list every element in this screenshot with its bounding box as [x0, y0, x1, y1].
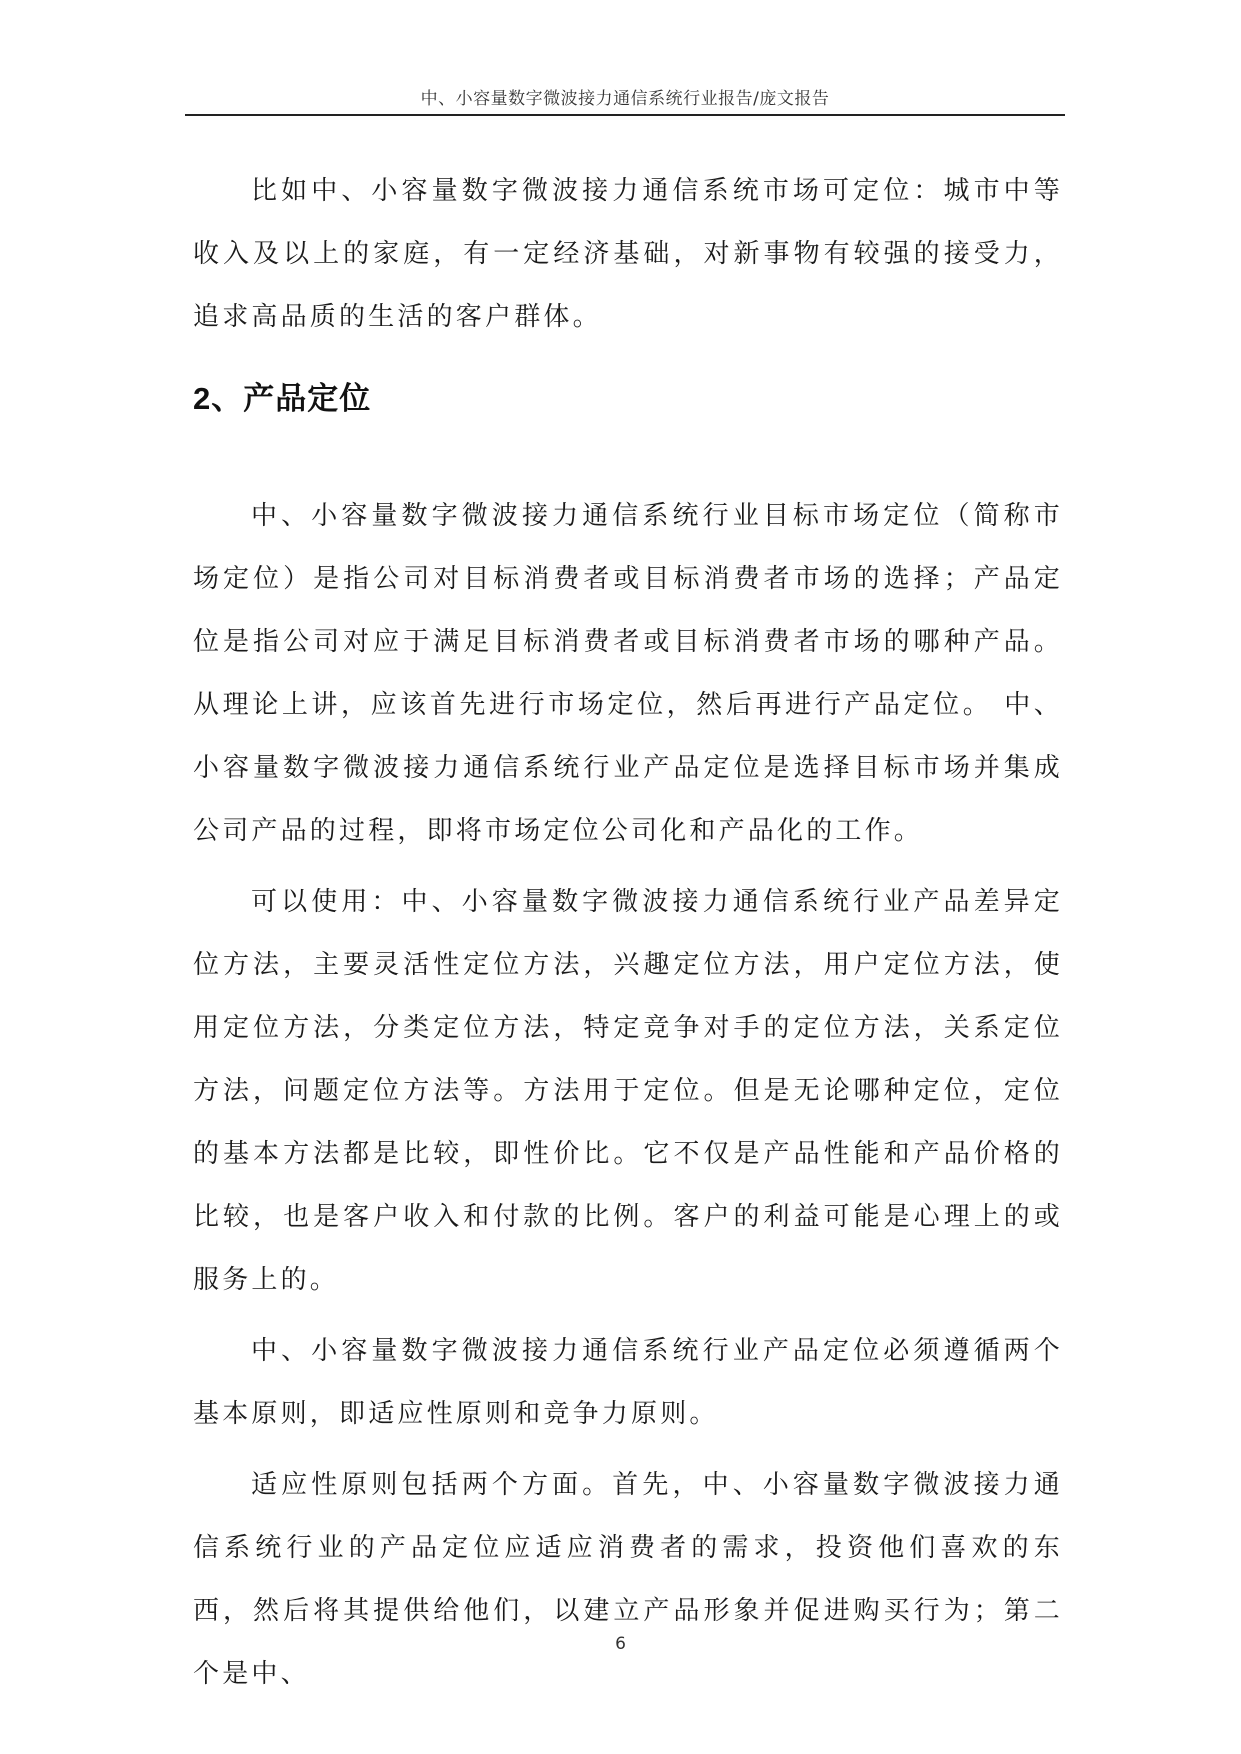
section-heading: 2、产品定位 — [193, 381, 372, 416]
paragraph-market-positioning: 中、小容量数字微波接力通信系统行业目标市场定位（简称市场定位）是指公司对目标消费者或目标消费者市场的选择；产品定位是指公司对应于满足目标消费者或目标消费者市场的哪种产品。从理论上讲，应该首先进行市场定位，然后再进行产品定位。 中、小容量数字微波接力通信系统行业产品定位是选择目标市场并集成公司产品的过程，即将市场定位公司化和产品化的工作。 — [193, 501, 1063, 846]
document-body — [193, 160, 1063, 1714]
running-header: 中、小容量数字微波接力通信系统行业报告/庞文报告 — [420, 89, 830, 109]
paragraph-basic-principles: 中、小容量数字微波接力通信系统行业产品定位必须遵循两个基本原则，即适应性原则和竞争力原则。 — [193, 1336, 1063, 1429]
intro-paragraph: 比如中、小容量数字微波接力通信系统市场可定位：城市中等收入及以上的家庭，有一定经济基础，对新事物有较强的接受力，追求高品质的生活的客户群体。 — [193, 176, 1063, 332]
header-divider — [185, 114, 1065, 116]
paragraph-adaptability-principle: 适应性原则包括两个方面。首先，中、小容量数字微波接力通信系统行业的产品定位应适应消费者的需求，投资他们喜欢的东西，然后将其提供给他们，以建立产品形象并促进购买行为；第二个是中、 — [193, 1470, 1063, 1689]
paragraph-positioning-methods: 可以使用：中、小容量数字微波接力通信系统行业产品差异定位方法，主要灵活性定位方法，兴趣定位方法，用户定位方法，使用定位方法，分类定位方法，特定竞争对手的定位方法，关系定位方法，问题定位方法等。方法用于定位。但是无论哪种定位，定位的基本方法都是比较，即性价比。它不仅是产品性能和产品价格的比较，也是客户收入和付款的比例。客户的利益可能是心理上的或服务上的。 — [193, 887, 1063, 1295]
page-number: 6 — [615, 1634, 626, 1654]
